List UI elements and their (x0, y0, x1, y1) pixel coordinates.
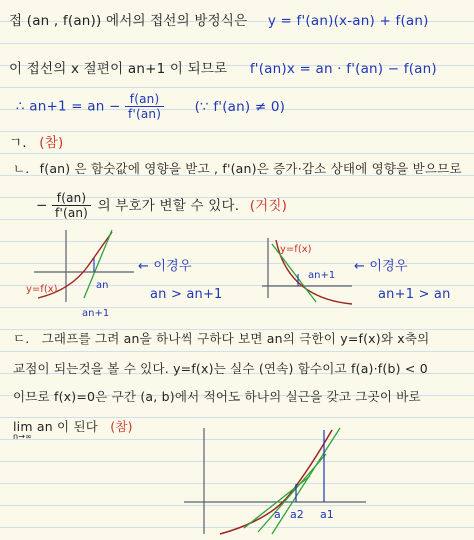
statement-text: 이 접선의 x 절편이 an+1 이 되므로 (9, 61, 228, 77)
item-label: ㄷ. (13, 331, 30, 346)
curve-label: y=f(x) (26, 284, 58, 295)
nonzero-note: (∵ f'(an) ≠ 0) (194, 98, 286, 115)
point-label-an1: an+1 (82, 308, 110, 319)
point-label-an: an (96, 280, 109, 291)
item-text: 교점이 되는것을 볼 수 있다. y=f(x)는 실수 (연속) 함수이고 f(a)·f(b) < 0 (13, 361, 428, 376)
fraction-numerator: f(an) (125, 92, 164, 107)
item-di-line3 (13, 388, 421, 406)
label-a: a (274, 508, 281, 521)
verdict-badge: (참) (110, 419, 133, 434)
item-label: ㄴ. (13, 161, 30, 176)
fraction-sign: − (36, 197, 48, 214)
item-label: ㄱ. (9, 135, 27, 151)
case-text: ← 이경우 (138, 259, 192, 274)
item-ni (13, 160, 462, 178)
item-text: 이므로 f(x)=0은 구간 (a, b)에서 적어도 하나의 실근을 갖고 그곳이 바로 (13, 389, 421, 404)
x-intercept-statement (9, 60, 437, 78)
relation-text: an > an+1 (150, 287, 223, 302)
curve-label: y=f(x) (280, 244, 312, 255)
intercept-formula: f'(an)x = an · f'(an) − f(an) (249, 61, 437, 77)
item-gi (9, 134, 63, 152)
label-a2: a2 (290, 508, 304, 521)
label-a1: a1 (320, 508, 334, 521)
item-di (13, 330, 429, 348)
limit-sub-text: n→∞ (13, 432, 33, 441)
tangent-formula: y = f'(an)(x-an) + f(an) (267, 13, 429, 29)
recurrence-formula (16, 92, 285, 121)
relation-text: an+1 > an (378, 287, 451, 302)
right-graph (258, 236, 354, 318)
left-case-arrow (138, 258, 192, 276)
item-text: f(an) 은 함숫값에 영향을 받고 , f'(an)은 증가·감소 상태에 영향을 받으므로 (39, 161, 462, 176)
fraction-denominator: f'(an) (55, 206, 89, 220)
fraction-numerator: f(an) (52, 191, 91, 206)
recurrence-prefix: ∴ an+1 = an − (16, 98, 121, 115)
case-text: ← 이경우 (354, 259, 408, 274)
statement-text: 접 (an , f(an)) 에서의 접선의 방정식은 (9, 13, 248, 29)
item-ni-continued (36, 191, 287, 220)
fraction-denominator: f'(an) (128, 107, 162, 121)
item-text: 의 부호가 변할 수 있다. (97, 197, 240, 214)
verdict-badge: (참) (39, 135, 64, 151)
recurrence-fraction (125, 92, 164, 121)
right-case-arrow (354, 258, 408, 276)
bottom-graph (180, 424, 370, 538)
item-text: 그래프를 그려 an을 하나씩 구하다 보면 an의 극한이 y=f(x)와 x축의 (41, 331, 430, 346)
left-graph (26, 228, 136, 320)
verdict-badge: (거짓) (249, 197, 288, 214)
point-label-an1: an+1 (308, 270, 336, 281)
tangent-line-statement (9, 12, 429, 30)
limit-subscript (13, 432, 32, 442)
ratio-fraction (52, 191, 91, 220)
item-di-line2 (13, 360, 428, 378)
item-text: lim an 이 된다 (13, 419, 99, 434)
left-case-relation (150, 286, 223, 304)
right-case-relation (378, 286, 451, 304)
